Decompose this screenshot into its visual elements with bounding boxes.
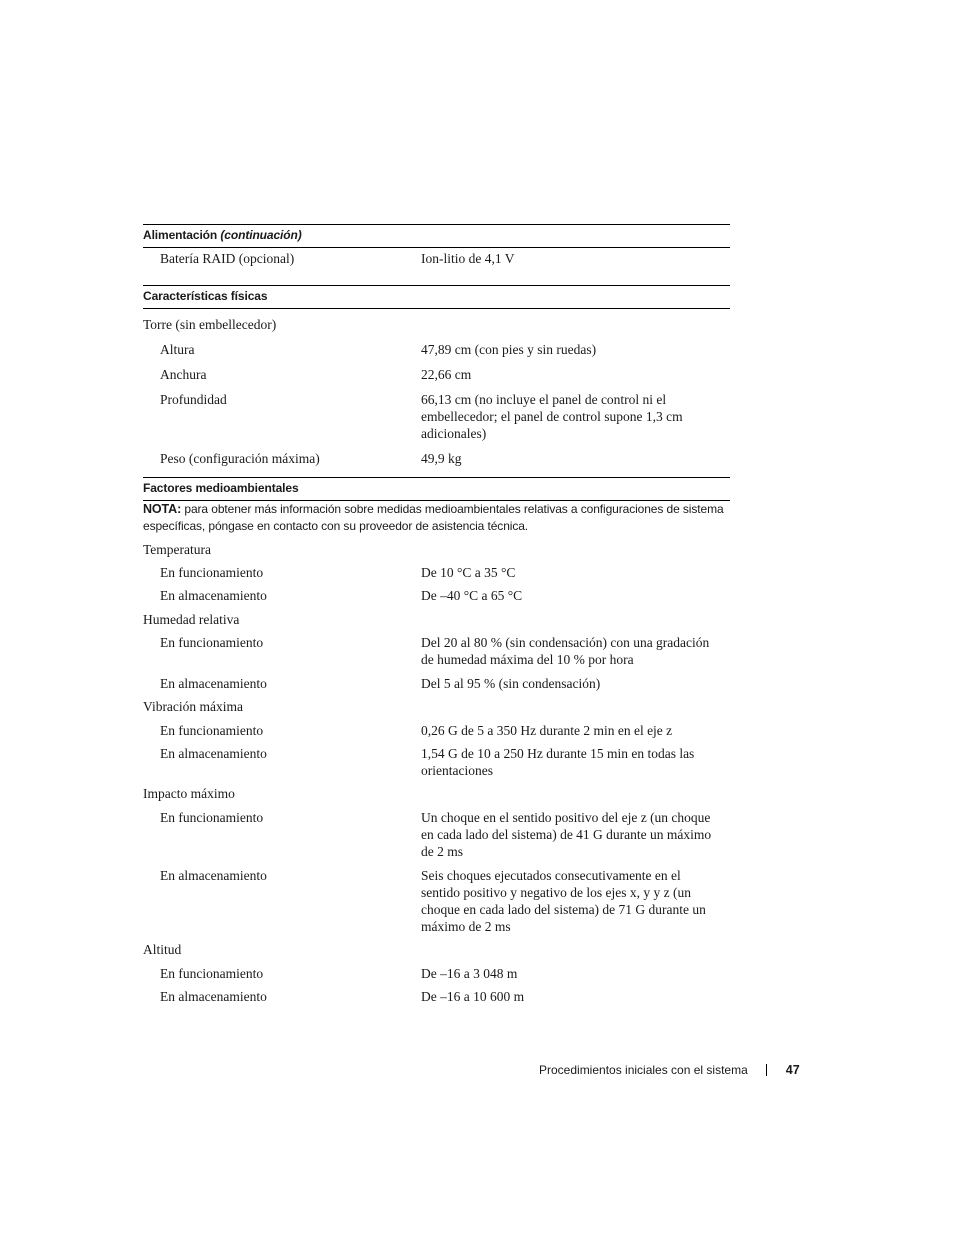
spec-row-vibration-operating <box>143 722 730 739</box>
spec-value: Seis choques ejecutados consecutivamente en el sentido positivo y negativo de los ejes x, y y z (un choque en cada lado del sistema) de 71 G durante un máximo de 2 ms <box>421 868 706 934</box>
spec-label: Peso (configuración máxima) <box>160 451 320 466</box>
note <box>143 501 730 535</box>
spec-label: En funcionamiento <box>160 723 264 738</box>
page-number: 47 <box>785 1063 800 1077</box>
spec-value: Un choque en el sentido positivo del eje z (un choque en cada lado del sistema) de 41 G durante un máximo de 2 ms <box>421 810 712 859</box>
spec-label: En funcionamiento <box>160 635 264 650</box>
spec-row-humidity-operating <box>143 634 730 668</box>
spec-value: 66,13 cm (no incluye el panel de control ni el embellecedor; el panel de control supone 1,3 cm adicionales) <box>421 392 683 441</box>
spec-label: Batería RAID (opcional) <box>160 251 295 266</box>
spec-label: En funcionamiento <box>160 966 264 981</box>
group-title-vibration: Vibración máxima <box>143 699 244 714</box>
spec-value: 47,89 cm (con pies y sin ruedas) <box>421 342 597 357</box>
section-header-physical <box>143 285 730 309</box>
spec-row-temp-operating <box>143 564 730 581</box>
spec-row-height <box>143 341 730 358</box>
spec-row-temp-storage <box>143 587 730 604</box>
continued-label: (continuación) <box>220 228 302 242</box>
group-title-shock: Impacto máximo <box>143 786 235 801</box>
footer-divider <box>766 1064 767 1076</box>
spec-value: De –16 a 10 600 m <box>421 989 525 1004</box>
group-title-tower: Torre (sin embellecedor) <box>143 317 277 332</box>
spec-value: De 10 °C a 35 °C <box>421 565 516 580</box>
spec-value: Del 5 al 95 % (sin condensación) <box>421 676 601 691</box>
spec-value: Del 20 al 80 % (sin condensación) con una gradación de humedad máxima del 10 % por hora <box>421 635 710 667</box>
note-label: NOTA: <box>143 502 182 516</box>
group-title-altitude: Altitud <box>143 942 182 957</box>
spec-row-altitude-storage <box>143 988 730 1005</box>
section-header-power <box>143 224 730 248</box>
group-title-humidity: Humedad relativa <box>143 612 240 627</box>
spec-label: En almacenamiento <box>160 746 267 761</box>
page-footer <box>539 1062 800 1078</box>
spec-row-altitude-operating <box>143 965 730 982</box>
spec-value: Ion-litio de 4,1 V <box>421 251 515 266</box>
section-title: Alimentación <box>143 228 218 242</box>
group-title-temperature: Temperatura <box>143 542 212 557</box>
spec-value: 49,9 kg <box>421 451 462 466</box>
spec-row-vibration-storage <box>143 745 730 779</box>
spec-value: 0,26 G de 5 a 350 Hz durante 2 min en el eje z <box>421 723 673 738</box>
section-title: Factores medioambientales <box>143 481 299 495</box>
spec-value: De –40 °C a 65 °C <box>421 588 523 603</box>
spec-row-weight <box>143 450 730 467</box>
spec-label: Altura <box>160 342 195 357</box>
spec-label: Profundidad <box>160 392 227 407</box>
spec-label: En funcionamiento <box>160 565 264 580</box>
spec-value: 22,66 cm <box>421 367 472 382</box>
section-header-environment <box>143 477 730 501</box>
spec-row-depth <box>143 391 730 442</box>
spec-label: En funcionamiento <box>160 810 264 825</box>
spec-row-humidity-storage <box>143 675 730 692</box>
spec-table <box>143 224 730 1005</box>
spec-label: En almacenamiento <box>160 868 267 883</box>
spec-row-width <box>143 366 730 383</box>
spec-row-shock-operating <box>143 809 730 860</box>
section-title: Características físicas <box>143 289 268 303</box>
spec-label: En almacenamiento <box>160 676 267 691</box>
spec-value: De –16 a 3 048 m <box>421 966 518 981</box>
footer-title: Procedimientos iniciales con el sistema <box>539 1063 748 1077</box>
spec-label: Anchura <box>160 367 207 382</box>
spec-label: En almacenamiento <box>160 989 267 1004</box>
spec-row-shock-storage <box>143 867 730 935</box>
spec-value: 1,54 G de 10 a 250 Hz durante 15 min en todas las orientaciones <box>421 746 695 778</box>
note-text: para obtener más información sobre medidas medioambientales relativas a configuraciones de sistema específicas, póngase en contacto con su proveedor de asistencia técnica. <box>143 502 724 533</box>
spec-row-raid-battery <box>143 250 730 267</box>
spec-label: En almacenamiento <box>160 588 267 603</box>
